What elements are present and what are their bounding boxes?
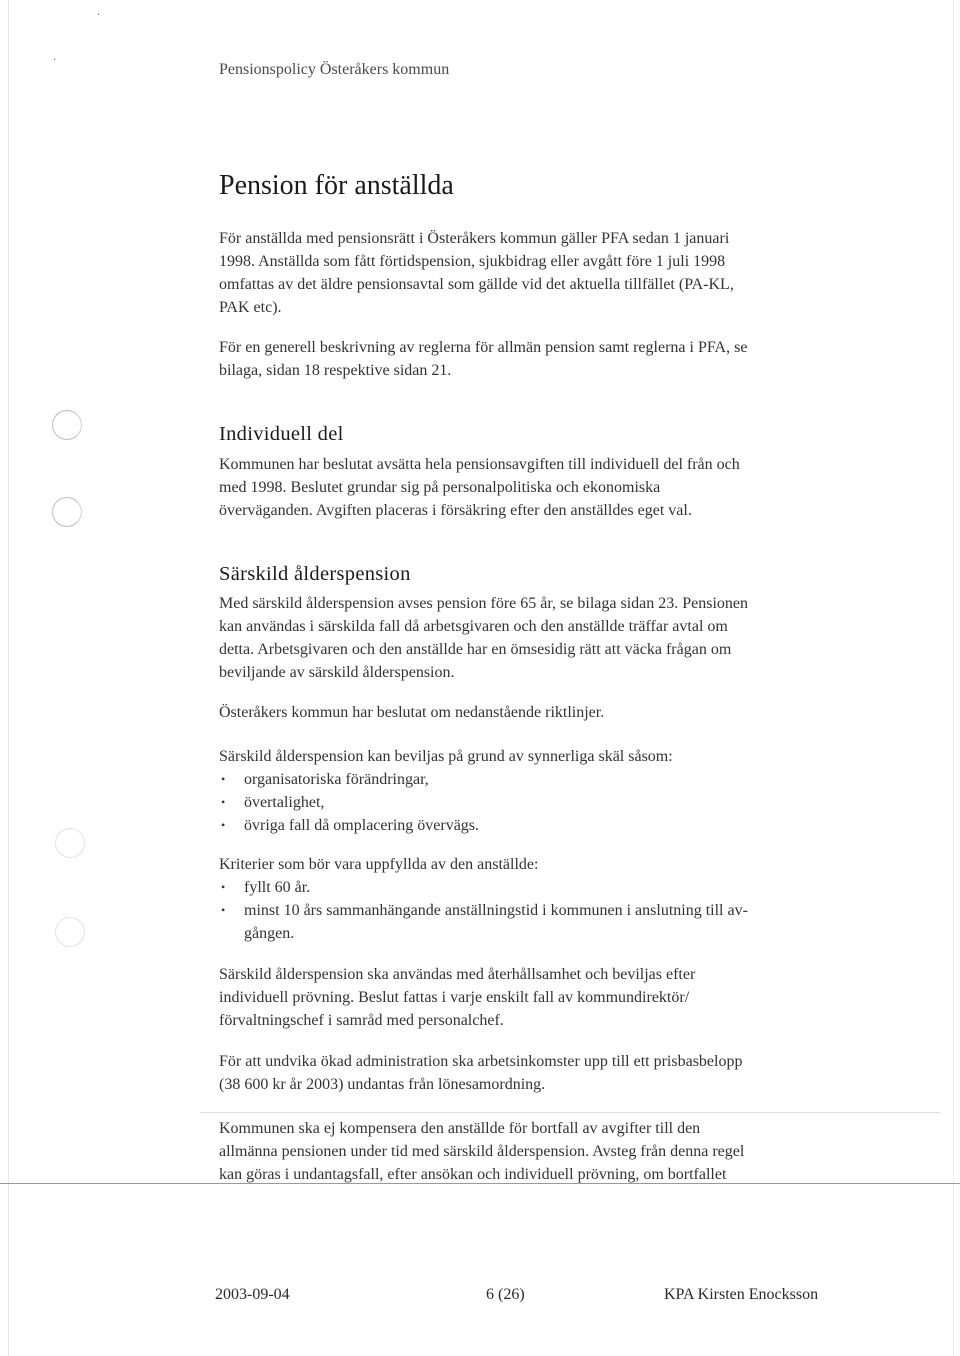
- list-item-text: fyllt 60 år.: [244, 879, 311, 896]
- text-line: Med särskild ålderspension avses pension före 65 år, se bilaga sidan 23. Pensionen: [219, 595, 749, 612]
- text-line: individuell prövning. Beslut fattas i varje enskilt fall av kommundirektör/: [219, 989, 690, 1006]
- list-item: [219, 791, 819, 814]
- scan-speck: ·: [53, 55, 57, 66]
- text-line: För en generell beskrivning av reglerna för allmän pension samt reglerna i PFA, se: [219, 339, 748, 356]
- section-heading-individuell: Individuell del: [219, 423, 344, 445]
- reasons-intro: [219, 745, 819, 768]
- scan-speck: ·: [97, 10, 101, 21]
- text-line: PAK etc).: [219, 299, 282, 316]
- footer-author: KPA Kirsten Enocksson: [664, 1286, 819, 1303]
- text-line: kan göras i undantagsfall, efter ansökan och individuell prövning, om bortfallet: [219, 1166, 727, 1183]
- sarskild-paragraph-6: [219, 1117, 819, 1186]
- text-line: beviljande av särskild ålderspension.: [219, 664, 455, 681]
- section-heading-sarskild: Särskild ålderspension: [219, 563, 411, 585]
- text-line: Särskild ålderspension kan beviljas på grund av synnerliga skäl såsom:: [219, 748, 673, 765]
- text-line: Österåkers kommun har beslutat om nedanstående riktlinjer.: [219, 704, 605, 721]
- criteria-list: [219, 876, 819, 945]
- text-line: För anställda med pensionsrätt i Österåkers kommun gäller PFA sedan 1 januari: [219, 230, 730, 247]
- punch-hole: [55, 917, 85, 947]
- text-line: 1998. Anställda som fått förtidspension, sjukbidrag eller avgått före 1 juli 1998: [219, 253, 726, 270]
- text-line: omfattas av det äldre pensionsavtal som gällde vid det aktuella tillfället (PA-KL,: [219, 276, 734, 293]
- list-item-text: gången.: [244, 925, 295, 942]
- intro-paragraph-1: [219, 227, 819, 319]
- criteria-intro: [219, 853, 819, 876]
- page-fold-line: [200, 1112, 940, 1113]
- text-line: Kriterier som bör vara uppfyllda av den anställde:: [219, 856, 539, 873]
- individuell-paragraph: [219, 453, 819, 522]
- sarskild-paragraph-1: [219, 592, 819, 684]
- page-cut-line: [0, 1183, 960, 1184]
- page-edge-left: [8, 0, 9, 1356]
- text-line: bilaga, sidan 18 respektive sidan 21.: [219, 362, 452, 379]
- text-line: Särskild ålderspension ska användas med återhållsamhet och beviljas efter: [219, 966, 696, 983]
- list-item: [219, 899, 819, 945]
- text-line: För att undvika ökad administration ska arbetsinkomster upp till ett prisbasbelopp: [219, 1053, 743, 1070]
- text-line: detta. Arbetsgivaren och den anställde har en ömsesidig rätt att väcka frågan om: [219, 641, 732, 658]
- text-line: (38 600 kr år 2003) undantas från lönesamordning.: [219, 1076, 546, 1093]
- list-item-text: organisatoriska förändringar,: [244, 771, 429, 788]
- punch-hole: [55, 828, 85, 858]
- reasons-list: [219, 768, 819, 837]
- page-header: Pensionspolicy Österåkers kommun: [219, 61, 450, 78]
- list-item-text: övertalighet,: [244, 794, 325, 811]
- text-line: överväganden. Avgiften placeras i försäkring efter den anställdes eget val.: [219, 502, 692, 519]
- intro-paragraph-2: [219, 336, 819, 382]
- list-item: [219, 876, 819, 899]
- text-line: Kommunen ska ej kompensera den anställde för bortfall av avgifter till den: [219, 1120, 701, 1137]
- punch-hole: [52, 497, 82, 527]
- sarskild-paragraph-5: [219, 1050, 819, 1096]
- list-item: [219, 814, 819, 837]
- page-edge-right: [953, 0, 954, 1356]
- text-line: kan användas i särskilda fall då arbetsgivaren och den anställde träffar avtal om: [219, 618, 728, 635]
- punch-hole: [52, 410, 82, 440]
- page-title: Pension för anställda: [219, 170, 454, 201]
- text-line: allmänna pensionen under tid med särskild ålderspension. Avsteg från denna regel: [219, 1143, 745, 1160]
- text-line: med 1998. Beslutet grundar sig på personalpolitiska och ekonomiska: [219, 479, 661, 496]
- text-line: Kommunen har beslutat avsätta hela pensionsavgiften till individuell del från och: [219, 456, 740, 473]
- sarskild-paragraph-2: [219, 701, 819, 724]
- list-item-text: övriga fall då omplacering övervägs.: [244, 817, 480, 834]
- sarskild-paragraph-4: [219, 963, 819, 1032]
- list-item: [219, 768, 819, 791]
- list-item-text: • minst 10 års sammanhängande anställningstid i kommunen i anslutning till av-: [244, 902, 748, 919]
- footer-page-number: 6 (26): [486, 1286, 525, 1303]
- text-line: förvaltningschef i samråd med personalchef.: [219, 1012, 504, 1029]
- footer-date: 2003-09-04: [215, 1286, 290, 1303]
